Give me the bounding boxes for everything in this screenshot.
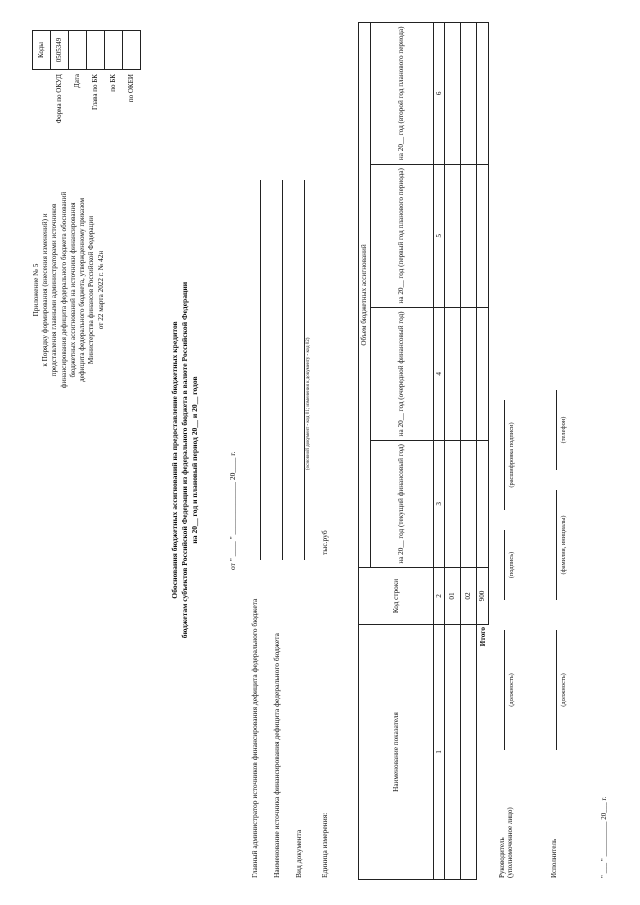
- main-table: Наименование показателя Код строки Объем бюджетных ассигнований на 20__ год (текущий финансовый год) на 20__ год (очередной финансовый год) на 20__ год (первый год планового периода) на 20__ год (второй год планового периода) 1 2 3 4 5 6 01 02 Итого 900: [358, 22, 489, 880]
- field-unit: Единица измерения:: [320, 812, 329, 878]
- col-year-plan1: на 20__ год (первый год планового периода): [370, 164, 433, 307]
- table-row[interactable]: 01: [445, 23, 461, 880]
- signature-date: " ___ " __________ 20___ г.: [600, 796, 608, 878]
- executor-position-line[interactable]: [556, 630, 557, 750]
- col-year-plan2: на 20__ год (второй год планового периода): [370, 23, 433, 165]
- okud-code: 0505349: [51, 31, 69, 70]
- bk-chapter-cell[interactable]: [87, 31, 105, 70]
- field-doc-type-line[interactable]: [304, 180, 305, 560]
- date-cell[interactable]: [69, 31, 87, 70]
- bk-cell[interactable]: [105, 31, 123, 70]
- field-admin: Главный администратор источников финансирования дефицита федерального бюджета: [250, 598, 259, 878]
- head-label: Руководитель (уполномоченное лицо): [498, 807, 515, 878]
- date-line: от " ____ " ______________ 20____ г.: [228, 451, 237, 570]
- field-admin-line[interactable]: [260, 180, 261, 560]
- doc-type-hint: (основной документ - код 01; изменения к документу - код 02): [306, 337, 311, 470]
- executor-phone-line[interactable]: [556, 390, 557, 470]
- head-signature-line[interactable]: [504, 530, 505, 600]
- field-source-line[interactable]: [282, 180, 283, 560]
- head-position-line[interactable]: [504, 630, 505, 750]
- col-volume: Объем бюджетных ассигнований: [359, 23, 371, 568]
- appendix-number: Приложение № 5: [32, 263, 40, 317]
- col-year-current: на 20__ год (текущий финансовый год): [370, 440, 433, 567]
- table-row[interactable]: 02: [461, 23, 477, 880]
- unit-value: тыс.руб: [320, 530, 329, 555]
- head-decoding-line[interactable]: [504, 400, 505, 510]
- total-row[interactable]: Итого 900: [477, 23, 489, 880]
- field-doc-type: Вид документа: [294, 829, 303, 878]
- okei-cell[interactable]: [123, 31, 141, 70]
- executor-name-line[interactable]: [556, 490, 557, 600]
- codes-header: Коды: [33, 31, 51, 70]
- col-year-next: на 20__ год (очередной финансовый год): [370, 308, 433, 441]
- field-source-name: Наименование источника финансирования дефицита федерального бюджета: [272, 633, 281, 878]
- executor-label: Исполнитель: [550, 838, 558, 878]
- col-row-code: Код строки: [359, 568, 434, 625]
- codes-table: Коды Форма по ОКУД 0505349 Дата Глава по БК по БК по ОКЕИ: [32, 30, 141, 140]
- rotated-form: Приложение № 5 к Порядку формирования (внесения изменений) и представления главными администраторами источников финансирования дефицита федерального бюджета обоснований бюджетных ассигнований на источники финансирования дефицита федерального бюджета, утвержденному приказом Министерства финансов Российской Федерации от 22 марта 2022 г. № 42н Коды Форма по ОКУД 0505349 Дата Глава по БК по БК по ОКЕИ Обоснования бюджетных ассигнований на предоставление бюджетных кредитов бюджетам субъектов Российской Федерации из федерального бюджета в валюте Российской Федерации на 20__ год и плановый период 20__ и 20__ годов от " ____ " ______________ 20____ г. Главный администратор источников финансирования дефицита федерального бюджета Наименование источника финансирования дефицита федерального бюджета Вид документа (основной документ - код 01; изменения к документу - код 02) Единица измерения: тыс.руб Наименование показателя Код строки Объем бюджетных ассигнований на 20__ год (текущий финансовый год) на 20__ год (очередной финансовый год) на 20__ год (первый год планового периода) на 20__ год (второй год планового периода) 1 2 3 4 5 6 01 02 Итого 900 Руководитель (уполномоченное лицо) (должность) (подпись) (расшифровка подписи) Исполнитель (должность) (фамилия, инициалы) (телефон) " ___ " __________ 20___ г.: [10, 0, 630, 900]
- col-indicator-name: Наименование показателя: [359, 625, 434, 880]
- form-title: Обоснования бюджетных ассигнований на предоставление бюджетных кредитов бюджетам субъектов Российской Федерации из федерального бюджета в валюте Российской Федерации на 20__ год и плановый период 20__ и 20__ годов: [170, 281, 199, 639]
- appendix-header: Приложение № 5 к Порядку формирования (внесения изменений) и представления главными администраторами источников финансирования дефицита федерального бюджета обоснований бюджетных ассигнований на источники финансирования дефицита федерального бюджета, утвержденному приказом Министерства финансов Российской Федерации от 22 марта 2022 г. № 42н: [32, 160, 106, 420]
